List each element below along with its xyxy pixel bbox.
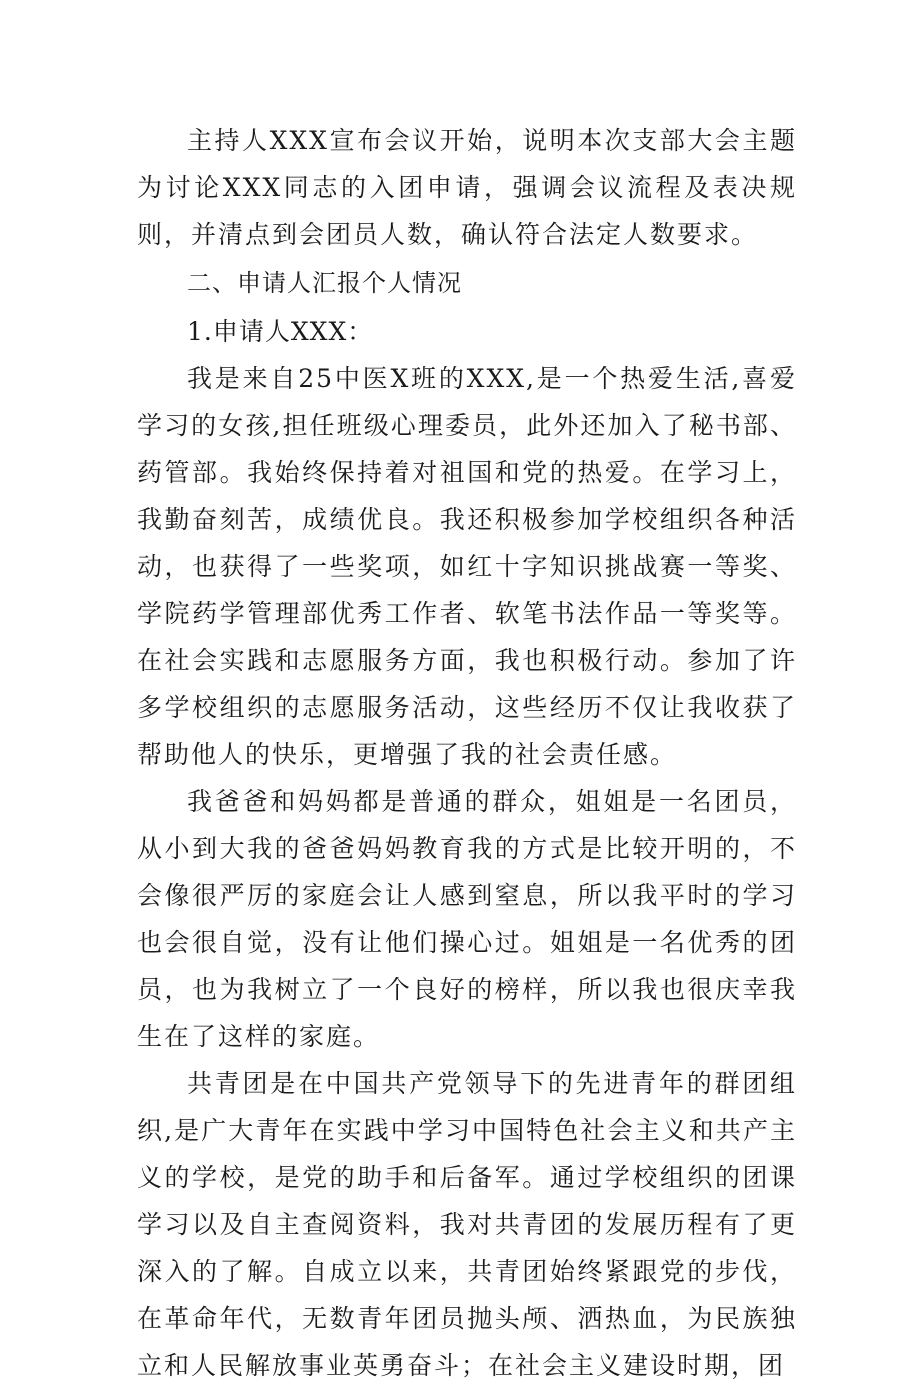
body-paragraph-self-intro: 我是来自25中医X班的XXX,是一个热爱生活,喜爱学习的女孩,担任班级心理委员，此外还加入了秘书部、药管部。我始终保持着对祖国和党的热爱。在学习上，我勤奋刻苦，成绩优良。我还积极参加学校组织各种活动，也获得了一些奖项，如红十字知识挑战赛一等奖、学院药学管理部优秀工作者、软笔书法作品一等奖等。在社会实践和志愿服务方面，我也积极行动。参加了许多学校组织的志愿服务活动，这些经历不仅让我收获了帮助他人的快乐，更增强了我的社会责任感。 xyxy=(137,364,797,769)
body-paragraph-family: 我爸爸和妈妈都是普通的群众，姐姐是一名团员，从小到大我的爸爸妈妈教育我的方式是比较开明的，不会像很严厉的家庭会让人感到窒息，所以我平时的学习也会很自觉，没有让他们操心过。姐姐是一名优秀的团员，也为我树立了一个良好的榜样，所以我也很庆幸我生在了这样的家庭。 xyxy=(137,787,797,1051)
opening-paragraph: 主持人XXX宣布会议开始，说明本次支部大会主题为讨论XXX同志的入团申请，强调会议流程及表决规则，并清点到会团员人数，确认符合法定人数要求。 xyxy=(137,126,797,249)
sub-heading: 1.申请人XXX： xyxy=(187,317,374,346)
body-paragraph-league: 共青团是在中国共产党领导下的先进青年的群团组织,是广大青年在实践中学习中国特色社会主义和共产主义的学校，是党的助手和后备军。通过学校组织的团课学习以及自主查阅资料，我对共青团的发展历程有了更深入的了解。自成立以来，共青团始终紧跟党的步伐，在革命年代，无数青年团员抛头颅、洒热血，为民族独立和人民解放事业英勇奋斗；在社会主义建设时期，团 xyxy=(137,1069,797,1380)
document-body xyxy=(137,117,797,1389)
section-heading: 二、申请人汇报个人情况 xyxy=(187,269,462,297)
